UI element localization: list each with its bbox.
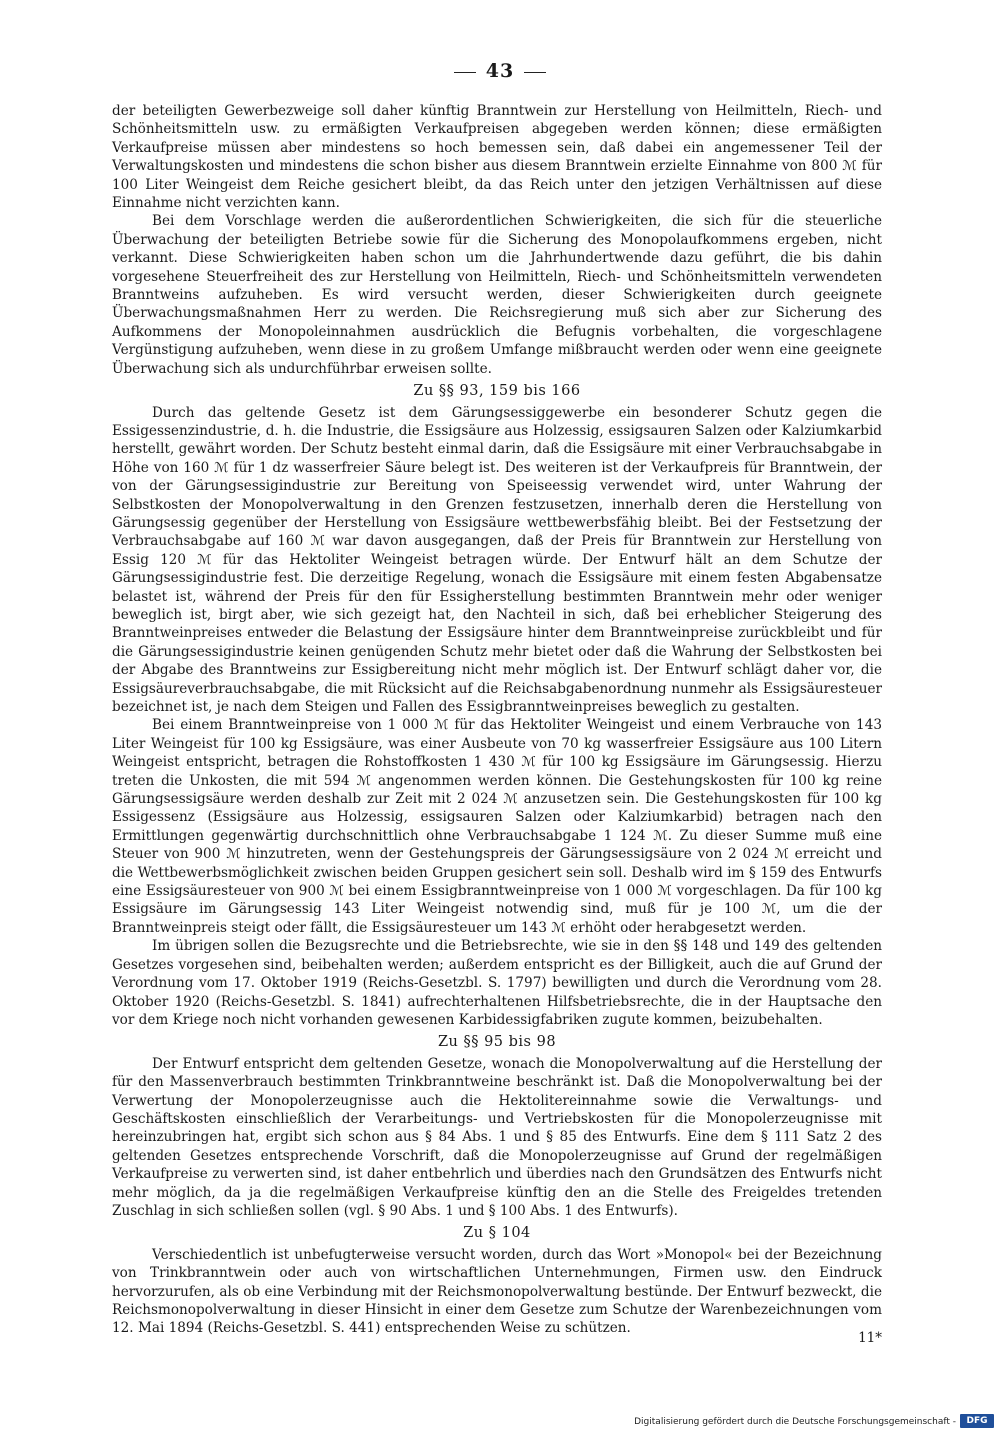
section-heading: Zu §§ 93, 159 bis 166 [413, 383, 581, 400]
page-number-value: 43 [485, 60, 515, 82]
paragraph: Der Entwurf entspricht dem geltenden Gesetze, wonach die Monopolverwaltung auf die Herstellung der für den Massenverbrauch bestimmten Trinkbranntweine beschränkt ist. Daß die Monopolverwaltung bei der Verwertung der Monopolerzeugnisse auch die Hektolitereinnahme sowie die Verwaltungs- und Geschäftskosten einschließlich der Verarbeitungs- und Vertriebskosten für die Monopolerzeugnisse mit hereinzubringen hat, ergibt sich schon aus § 84 Abs. 1 und § 85 des Entwurfs. Eine dem § 111 Satz 2 des geltenden Gesetzes entsprechende Vorschrift, daß die Monopolerzeugnisse auf Grund der regelmäßigen Verkaufpreise zu verwerten sind, ist daher entbehrlich und überdies nach den Grundsätzen des Entwurfs nicht mehr möglich, da ja die regelmäßigen Verkaufpreise künftig den an die Stelle des Freigeldes tretenden Zuschlag in sich schließen sollen (vgl. § 90 Abs. 1 und § 100 Abs. 1 des Entwurfs). [112, 1055, 882, 1219]
paragraph: Verschiedentlich ist unbefugterweise versucht worden, durch das Wort »Monopol« bei der Bezeichnung von Trinkbranntwein oder auch von wirtschaftlichen Unternehmungen, Firmen usw. den Eindruck hervorzurufen, als ob eine Verbindung mit der Reichsmonopolverwaltung bestünde. Der Entwurf bezweckt, die Reichsmonopolverwaltung in dieser Hinsicht in einer dem Gesetze zum Schutze der Warenbezeichnungen vom 12. Mai 1894 (Reichs-Gesetzbl. S. 441) entsprechenden Weise zu schützen. [112, 1246, 882, 1337]
digitization-credit: Digitalisierung gefördert durch die Deutsche Forschungsgemeinschaft - [634, 1417, 956, 1427]
sheet-signature: 11* [858, 1330, 882, 1346]
paragraph: Durch das geltende Gesetz ist dem Gärungsessiggewerbe ein besonderer Schutz gegen die Essigessenzindustrie, d. h. die Industrie, die Essigsäure aus Holzessig, essigsauren Salzen oder Kalziumkarbid herstellt, gewährt worden. Der Schutz besteht einmal darin, daß die Essigsäure mit einer Verbrauchsabgabe in Höhe von 160 ℳ für 1 dz wasserfreier Säure belegt ist. Des weiteren ist der Verkaufpreis für Branntwein, der von der Gärungsessigindustrie zur Bereitung von Speiseessig verwendet wird, unter Wahrung der Selbstkosten der Monopolverwaltung in den Grenzen festzusetzen, innerhalb deren die Herstellung von Gärungsessig gegenüber der Herstellung von Essigsäure wettbewerbsfähig bleibt. Bei der Festsetzung der Verbrauchsabgabe auf 160 ℳ war davon ausgegangen, daß der Preis für Branntwein zur Herstellung von Essig 120 ℳ für das Hektoliter Weingeist betragen würde. Der Entwurf hält an dem Schutze der Gärungsessigindustrie fest. Die derzeitige Regelung, wonach die Essigsäure mit einem festen Abgabensatze belastet ist, während der Preis für den für Essigherstellung bestimmten Branntwein mehr oder weniger beweglich ist, birgt aber, wie sich gezeigt hat, den Nachteil in sich, daß bei erheblicher Steigerung des Branntweinpreises entweder die Belastung der Essigsäure hinter dem Branntweinpreise zurückbleibt und für die Gärungsessigindustrie keinen genügenden Schutz mehr bietet oder daß die Wahrung der Selbstkosten bei der Abgabe des Branntweins zur Essigbereitung nicht mehr möglich ist. Der Entwurf schlägt daher vor, die Essigsäureverbrauchsabgabe, die mit Rücksicht auf die Reichsabgabenordnung nunmehr als Essigsäuresteuer bezeichnet ist, je nach dem Steigen und Fallen des Essigbranntweinpreises beweglich zu gestalten. [112, 404, 882, 715]
paragraph: der beteiligten Gewerbezweige soll daher künftig Branntwein zur Herstellung von Heilmitteln, Riech- und Schönheitsmitteln usw. zu ermäßigten Verkaufpreisen abgegeben werden können; diese ermäßigten Verkaufpreise müssen aber mindestens so hoch bemessen sein, daß dabei ein angemessener Teil der Verwaltungskosten und mindestens die schon bisher aus diesem Branntwein erzielte Einnahme von 800 ℳ für 100 Liter Weingeist dem Reiche gesichert bleibt, da das Reich unter den jetzigen Verhältnissen auf diese Einnahme nicht verzichten kann. [112, 103, 882, 212]
paragraph: Bei einem Branntweinpreise von 1 000 ℳ für das Hektoliter Weingeist und einem Verbrauche von 143 Liter Weingeist für 100 kg Essigsäure, was einer Ausbeute von 70 kg wasserfreier Essigsäure aus 100 Litern Weingeist entspricht, betragen die Rohstoffkosten 1 430 ℳ für 100 kg Essigsäure im Gärungsessig. Hierzu treten die Unkosten, die mit 594 ℳ angenommen werden können. Die Gestehungskosten für 100 kg reine Gärungsessigsäure werden deshalb zur Zeit mit 2 024 ℳ anzusetzen sein. Die Gestehungskosten für 100 kg Essigessenz (Essigsäure aus Holzessig, essigsauren Salzen oder Kalziumkarbid) betragen nach den Ermittlungen gegenwärtig durchschnittlich ohne Verbrauchsabgabe 1 124 ℳ. Zu dieser Summe muß eine Steuer von 900 ℳ hinzutreten, wenn der Gestehungspreis der Gärungsessigsäure von 2 024 ℳ erreicht und die Wettbewerbsmöglichkeit zwischen beiden Gruppen gesichert sein soll. Deshalb wird im § 159 des Entwurfs eine Essigsäuresteuer von 900 ℳ bei einem Essigbranntweinpreise von 1 000 ℳ vorgeschlagen. Da für 100 kg Essigsäure im Gärungsessig 143 Liter Weingeist notwendig sind, muß für je 100 ℳ, um die der Branntweinpreis steigt oder fällt, die Essigsäuresteuer um 143 ℳ erhöht oder herabgesetzt werden. [112, 717, 882, 936]
paragraph: Bei dem Vorschlage werden die außerordentlichen Schwierigkeiten, die sich für die steuerliche Überwachung der beteiligten Betriebe sowie für die Sicherung des Monopolaufkommens ergeben, nicht verkannt. Diese Schwierigkeiten haben schon um die Jahrhundertwende dazu geführt, die bis dahin vorgesehene Steuerfreiheit des zur Herstellung von Heilmitteln, Riech- und Schönheitsmitteln verwendeten Branntweins aufzuheben. Es wird versucht werden, dieser Schwierigkeiten durch geeignete Überwachungsmaßnahmen Herr zu werden. Die Reichsregierung muß sich aber zur Sicherung des Aufkommens der Monopoleinnahmen ausdrücklich die Befugnis vorbehalten, die vorgeschlagene Vergünstigung aufzuheben, wenn diese in zu großem Umfange mißbraucht werden oder wenn eine geeignete Überwachung sich als undurchführbar erweisen sollte. [112, 213, 882, 377]
page-number-dash-right [524, 72, 546, 73]
section-heading: Zu § 104 [463, 1225, 531, 1242]
page-number-dash-left [454, 72, 476, 73]
section-heading: Zu §§ 95 bis 98 [437, 1034, 557, 1051]
paragraph: Im übrigen sollen die Bezugsrechte und die Betriebsrechte, wie sie in den §§ 148 und 149 des geltenden Gesetzes vorgesehen sind, beibehalten werden; außerdem entspricht es der Billigkeit, auch die auf Grund der Verordnung vom 17. Oktober 1919 (Reichs-Gesetzbl. S. 1797) bewilligten und durch die Verordnung vom 28. Oktober 1920 (Reichs-Gesetzbl. S. 1841) aufrechterhaltenen Hilfsbetriebsrechte, die in der Hauptsache den vor dem Kriege noch nicht vorhanden gewesenen Karbidessigfabriken zugute kommen, beizubehalten. [112, 938, 882, 1028]
page-number [0, 60, 1000, 82]
document-body [112, 102, 882, 1338]
dfg-logo-icon: DFG [960, 1414, 994, 1428]
